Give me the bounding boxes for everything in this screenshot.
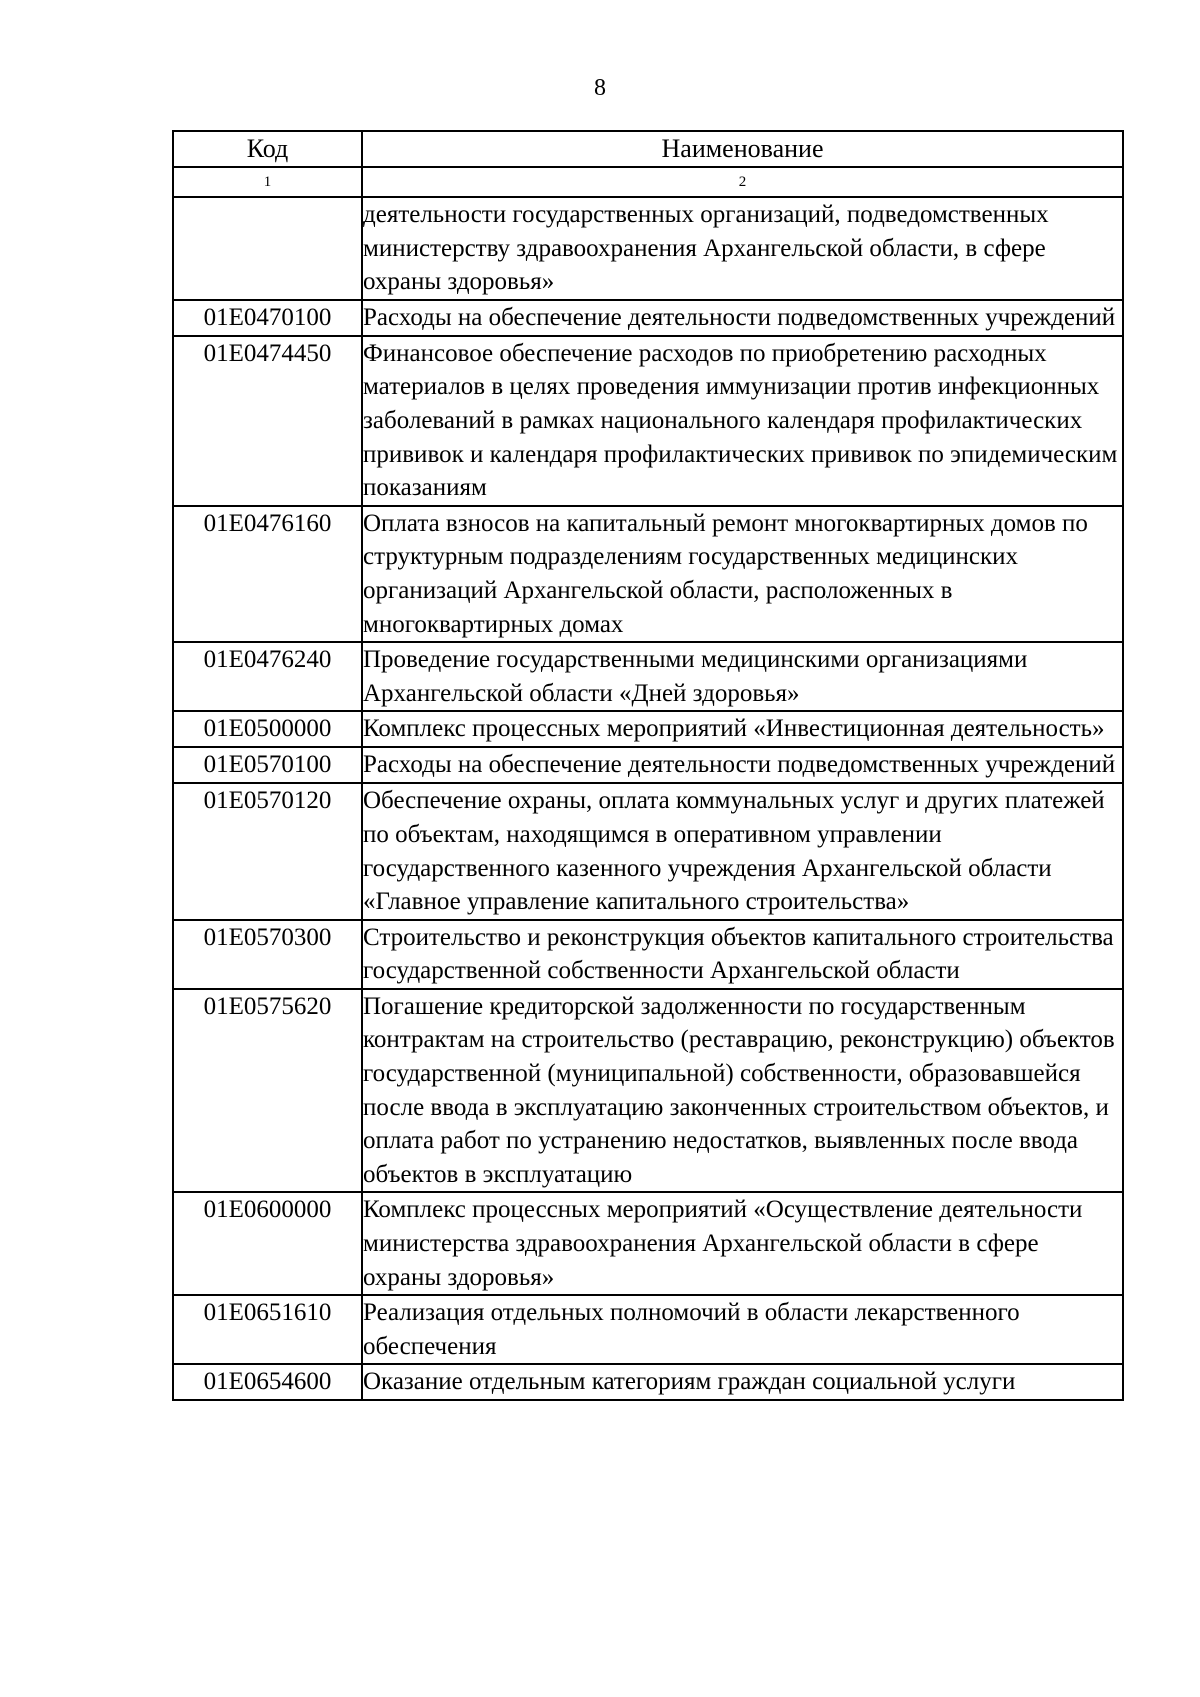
row-code: 01Е0575620 [173, 989, 362, 1193]
row-name: Обеспечение охраны, оплата коммунальных услуг и других платежей по объектам, находящимся в оперативном управлении государственного казенного учреждения Архангельской области «Главное управление капитального строительства» [362, 783, 1123, 919]
row-code: 01Е0600000 [173, 1192, 362, 1295]
row-code: 01Е0470100 [173, 300, 362, 336]
table-row [173, 197, 1123, 300]
row-code: 01Е0651610 [173, 1295, 362, 1364]
table-row [173, 747, 1123, 783]
row-name: Строительство и реконструкция объектов капитального строительства государственной собственности Архангельской области [362, 920, 1123, 989]
row-code [173, 197, 362, 300]
table-row [173, 642, 1123, 711]
table-row [173, 1192, 1123, 1295]
row-name: Финансовое обеспечение расходов по приобретению расходных материалов в целях проведения иммунизации против инфекционных заболеваний в рамках национального календаря профилактических прививок и календаря профилактических прививок по эпидемическим показаниям [362, 336, 1123, 506]
table-row [173, 920, 1123, 989]
row-name: Погашение кредиторской задолженности по государственным контрактам на строительство (реставрацию, реконструкцию) объектов государственной (муниципальной) собственности, образовавшейся после ввода в эксплуатацию законченных строительством объектов, и оплата работ по устранению недостатков, выявленных после ввода объектов в эксплуатацию [362, 989, 1123, 1193]
row-code: 01Е0654600 [173, 1364, 362, 1400]
column-number-name: 2 [362, 167, 1123, 197]
row-name: Проведение государственными медицинскими организациями Архангельской области «Дней здоровья» [362, 642, 1123, 711]
row-name: деятельности государственных организаций, подведомственных министерству здравоохранения Архангельской области, в сфере охраны здоровья» [362, 197, 1123, 300]
table-row [173, 1295, 1123, 1364]
row-name: Комплекс процессных мероприятий «Инвестиционная деятельность» [362, 711, 1123, 747]
column-number-code: 1 [173, 167, 362, 197]
table-row [173, 300, 1123, 336]
table-header [173, 131, 1123, 197]
row-code: 01Е0570300 [173, 920, 362, 989]
code-table [172, 130, 1124, 1401]
row-name: Оплата взносов на капитальный ремонт многоквартирных домов по структурным подразделениям государственных медицинских организаций Архангельской области, расположенных в многоквартирных домах [362, 506, 1123, 642]
row-name: Реализация отдельных полномочий в области лекарственного обеспечения [362, 1295, 1123, 1364]
row-code: 01Е0570100 [173, 747, 362, 783]
page-number: 8 [594, 75, 606, 101]
header-name: Наименование [362, 131, 1123, 167]
row-code: 01Е0476160 [173, 506, 362, 642]
header-row [173, 131, 1123, 167]
row-name: Расходы на обеспечение деятельности подведомственных учреждений [362, 747, 1123, 783]
table-row [173, 1364, 1123, 1400]
header-code: Код [173, 131, 362, 167]
column-number-row [173, 167, 1123, 197]
row-code: 01Е0570120 [173, 783, 362, 919]
table-row [173, 506, 1123, 642]
table-row [173, 336, 1123, 506]
table-row [173, 711, 1123, 747]
table-row [173, 783, 1123, 919]
table-body [173, 197, 1123, 1400]
row-name: Комплекс процессных мероприятий «Осуществление деятельности министерства здравоохранения Архангельской области в сфере охраны здоровья» [362, 1192, 1123, 1295]
row-name: Оказание отдельным категориям граждан социальной услуги [362, 1364, 1123, 1400]
row-code: 01Е0500000 [173, 711, 362, 747]
row-code: 01Е0474450 [173, 336, 362, 506]
row-code: 01Е0476240 [173, 642, 362, 711]
row-name: Расходы на обеспечение деятельности подведомственных учреждений [362, 300, 1123, 336]
table-row [173, 989, 1123, 1193]
